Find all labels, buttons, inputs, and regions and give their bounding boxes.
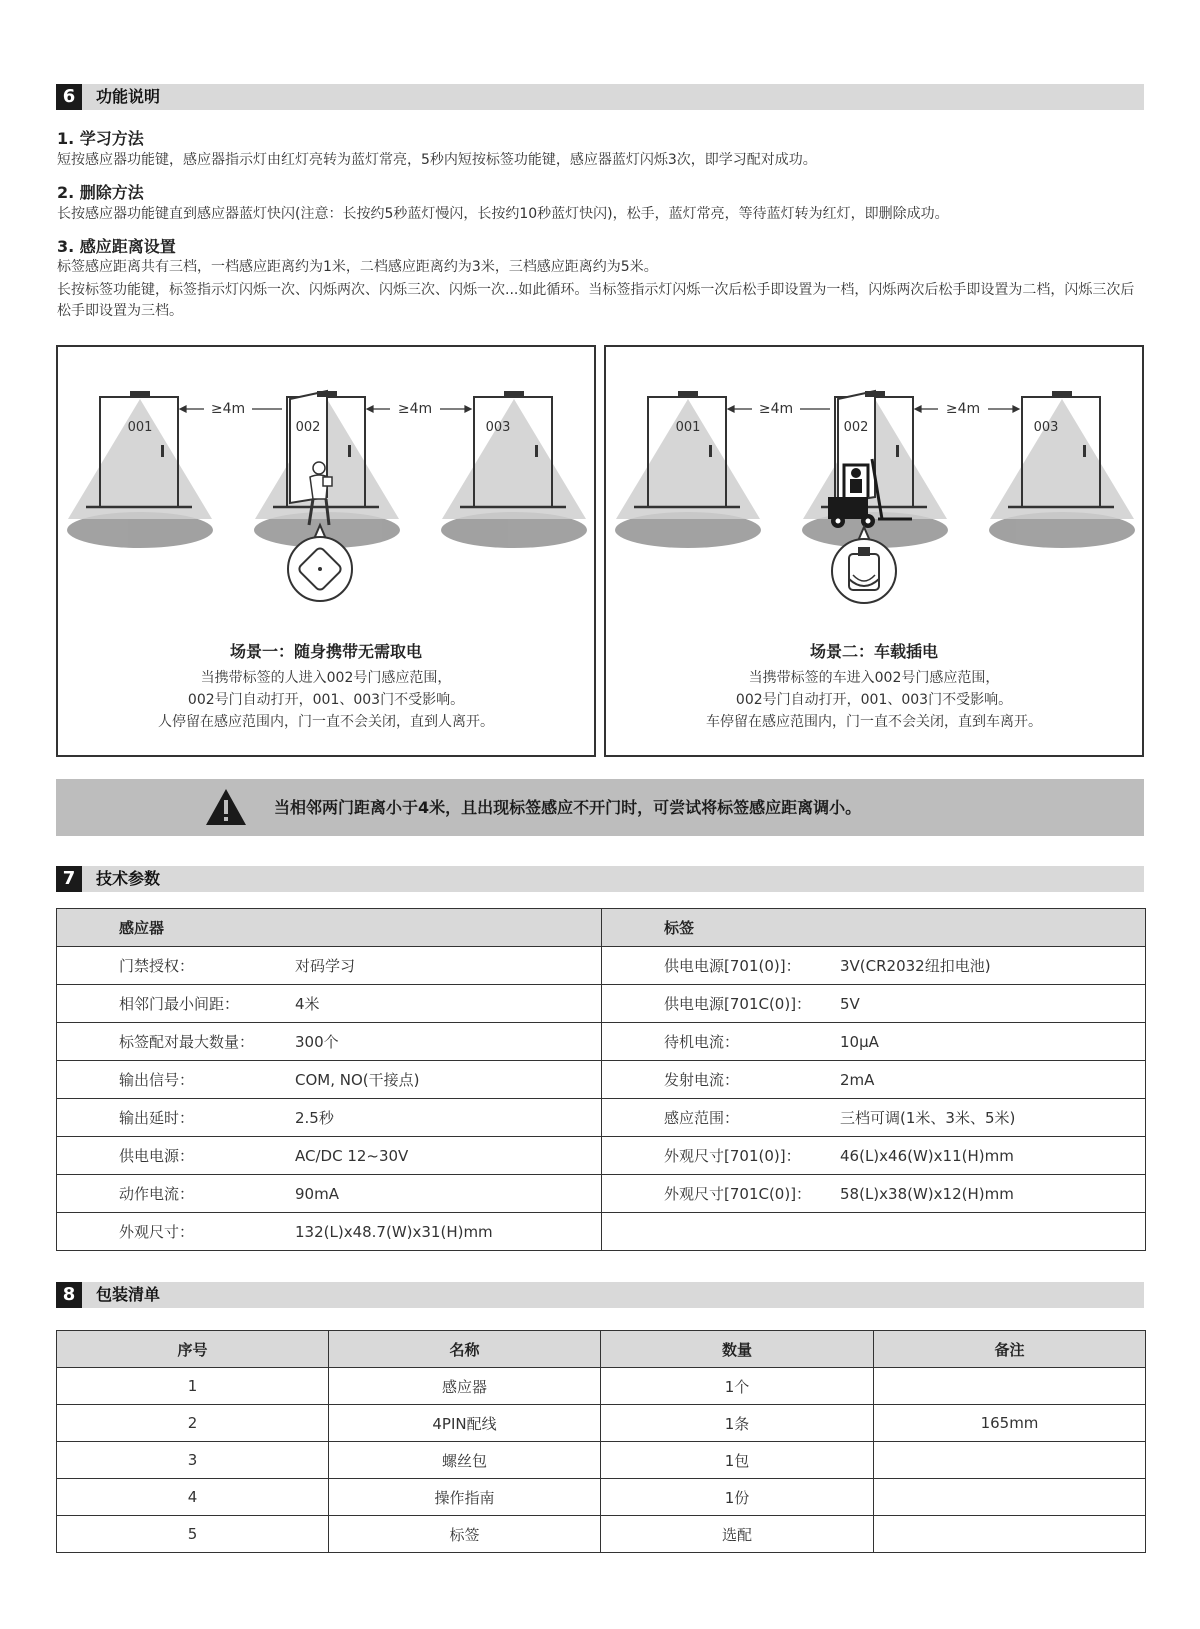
spec-row [57, 1175, 1146, 1213]
col-note-header: 备注 [874, 1331, 1146, 1368]
tag-spec-value: 3V(CR2032纽扣电池) [840, 957, 991, 975]
door-002-label: 002 [295, 420, 321, 435]
scene-2-illustration [606, 347, 1142, 637]
tag-spec-key: 外观尺寸[701(0)]： [664, 1147, 801, 1165]
packing-row [57, 1442, 1146, 1479]
tag-spec-key: 待机电流： [664, 1033, 740, 1051]
packing-row [57, 1405, 1146, 1442]
sensor-spec-key: 相邻门最小间距： [119, 995, 240, 1013]
spec-row [57, 985, 1146, 1023]
tag-spec-value: 58(L)x38(W)x12(H)mm [840, 1184, 1014, 1203]
spec-row [57, 947, 1146, 985]
sensor-spec-cell [57, 1099, 602, 1137]
tag-header: 标签 [602, 909, 1146, 947]
scene-2-line-3: 车停留在感应范围内，门一直不会关闭，直到车离开。 [706, 714, 1042, 730]
packing-no-cell: 4 [57, 1479, 329, 1516]
section-6-header [56, 84, 1144, 110]
sensor-spec-key: 输出信号： [119, 1071, 195, 1089]
tag-spec-key: 供电电源[701C(0)]： [664, 995, 812, 1013]
tag-spec-cell [602, 1023, 1146, 1061]
packing-no-cell: 3 [57, 1442, 329, 1479]
tag-spec-cell [602, 1099, 1146, 1137]
packing-name-cell: 标签 [329, 1516, 601, 1553]
tag-spec-key: 发射电流： [664, 1071, 740, 1089]
scene-1-line-2: 002号门自动打开，001、003门不受影响。 [187, 692, 465, 708]
gap-label: ≥4m [397, 401, 433, 417]
delete-method-title: 2. 删除方法 [57, 183, 144, 202]
sensor-spec-value: 300个 [295, 1033, 339, 1051]
packing-no-cell: 2 [57, 1405, 329, 1442]
scene-1-line-1: 当携带标签的人进入002号门感应范围， [200, 670, 452, 686]
sensor-spec-key: 门禁授权： [119, 957, 195, 975]
tag-spec-cell [602, 1137, 1146, 1175]
spec-row [57, 1023, 1146, 1061]
distance-setting-text-2: 长按标签功能键，标签指示灯闪烁一次、闪烁两次、闪烁三次、闪烁一次...如此循环。当标签指示灯闪烁一次后松手即设置为一档，闪烁两次后松手即设置为二档，闪烁三次后松手即设置为三档。 [57, 282, 1135, 319]
packing-qty-cell: 选配 [601, 1516, 874, 1553]
tag-spec-value: 46(L)x46(W)x11(H)mm [840, 1146, 1014, 1165]
scene-2-title: 场景二：车载插电 [809, 642, 938, 661]
scene-1-illustration [58, 347, 594, 637]
learn-method-text: 短按感应器功能键，感应器指示灯由红灯亮转为蓝灯常亮，5秒内短按标签功能键，感应器蓝灯闪烁3次，即学习配对成功。 [57, 152, 817, 168]
sensor-spec-key: 动作电流： [119, 1185, 195, 1203]
tag-spec-value: 5V [840, 994, 860, 1013]
sensor-header: 感应器 [57, 909, 602, 947]
packing-row [57, 1368, 1146, 1405]
sensor-spec-value: 132(L)x48.7(W)x31(H)mm [295, 1222, 493, 1241]
sensor-spec-key: 供电电源： [119, 1147, 195, 1165]
packing-no-cell: 5 [57, 1516, 329, 1553]
section-title: 包装清单 [96, 1285, 161, 1304]
col-qty-header: 数量 [601, 1331, 874, 1368]
packing-qty-cell: 1包 [601, 1442, 874, 1479]
gap-label: ≥4m [945, 401, 981, 417]
gap-label: ≥4m [210, 401, 246, 417]
warning-icon [204, 787, 248, 827]
packing-note-cell: 165mm [874, 1405, 1146, 1442]
gap-label: ≥4m [758, 401, 794, 417]
sensor-spec-cell [57, 985, 602, 1023]
door-001-label: 001 [127, 420, 153, 435]
packing-name-cell: 操作指南 [329, 1479, 601, 1516]
scene-2-panel [604, 345, 1144, 757]
sensor-spec-value: 4米 [295, 995, 320, 1013]
tag-spec-cell [602, 985, 1146, 1023]
sensor-spec-cell [57, 1213, 602, 1251]
spec-row [57, 1213, 1146, 1251]
sensor-spec-key: 标签配对最大数量： [119, 1033, 255, 1051]
section-title: 技术参数 [96, 869, 161, 888]
tag-spec-value: 2mA [840, 1070, 875, 1089]
door-003-label: 003 [1033, 420, 1059, 435]
scene-1-panel [56, 345, 596, 757]
section-number: 8 [56, 1282, 82, 1308]
packing-qty-cell: 1个 [601, 1368, 874, 1405]
sensor-spec-key: 输出延时： [119, 1109, 195, 1127]
door-003-label: 003 [485, 420, 511, 435]
spec-header-row [57, 909, 1146, 947]
packing-qty-cell: 1条 [601, 1405, 874, 1442]
sensor-spec-value: COM, NO(干接点) [295, 1071, 420, 1089]
sensor-spec-value: 90mA [295, 1184, 339, 1203]
section-7-header [56, 866, 1144, 892]
learn-method-title: 1. 学习方法 [57, 129, 144, 148]
packing-qty-cell: 1份 [601, 1479, 874, 1516]
tag-spec-key: 外观尺寸[701C(0)]： [664, 1185, 812, 1203]
section-8-header [56, 1282, 1144, 1308]
packing-table [56, 1330, 1146, 1553]
section-number: 6 [56, 84, 82, 110]
col-name-header: 名称 [329, 1331, 601, 1368]
scene-2-line-2: 002号门自动打开，001、003门不受影响。 [735, 692, 1013, 708]
tag-spec-key: 供电电源[701(0)]： [664, 957, 801, 975]
sensor-spec-value: 对码学习 [295, 957, 356, 975]
section-number: 7 [56, 866, 82, 892]
section-title: 功能说明 [96, 87, 161, 106]
sensor-spec-value: 2.5秒 [295, 1109, 334, 1127]
scene-2-line-1: 当携带标签的车进入002号门感应范围， [748, 670, 1000, 686]
door-001-label: 001 [675, 420, 701, 435]
distance-setting-title: 3. 感应距离设置 [57, 237, 176, 256]
warning-text: 当相邻两门距离小于4米，且出现标签感应不开门时，可尝试将标签感应距离调小。 [274, 798, 862, 817]
tag-spec-key: 感应范围： [664, 1109, 740, 1127]
packing-row [57, 1479, 1146, 1516]
tag-spec-cell [602, 1213, 1146, 1251]
sensor-spec-cell [57, 1061, 602, 1099]
packing-name-cell: 感应器 [329, 1368, 601, 1405]
sensor-spec-cell [57, 947, 602, 985]
distance-setting-text-1: 标签感应距离共有三档，一档感应距离约为1米，二档感应距离约为3米，三档感应距离约为5米。 [57, 259, 658, 275]
tag-spec-value: 10μA [840, 1032, 879, 1051]
delete-method-text: 长按感应器功能键直到感应器蓝灯快闪(注意：长按约5秒蓝灯慢闪，长按约10秒蓝灯快闪)，松手，蓝灯常亮，等待蓝灯转为红灯，即删除成功。 [57, 206, 949, 222]
col-no-header: 序号 [57, 1331, 329, 1368]
spec-table [56, 908, 1146, 1251]
tag-spec-cell [602, 947, 1146, 985]
packing-row [57, 1516, 1146, 1553]
sensor-spec-cell [57, 1023, 602, 1061]
packing-note-cell [874, 1442, 1146, 1479]
spec-row [57, 1061, 1146, 1099]
tag-spec-value: 三档可调(1米、3米、5米) [840, 1109, 1016, 1127]
packing-note-cell [874, 1368, 1146, 1405]
packing-name-cell: 4PIN配线 [329, 1405, 601, 1442]
spec-row [57, 1137, 1146, 1175]
tag-spec-cell [602, 1061, 1146, 1099]
sensor-spec-cell [57, 1175, 602, 1213]
sensor-spec-cell [57, 1137, 602, 1175]
warning-banner [56, 779, 1144, 836]
packing-no-cell: 1 [57, 1368, 329, 1405]
packing-header-row [57, 1331, 1146, 1368]
door-002-label: 002 [843, 420, 869, 435]
scene-1-title: 场景一：随身携带无需取电 [229, 642, 422, 661]
sensor-spec-value: AC/DC 12~30V [295, 1146, 409, 1165]
packing-note-cell [874, 1516, 1146, 1553]
sensor-spec-key: 外观尺寸： [119, 1223, 195, 1241]
spec-row [57, 1099, 1146, 1137]
scene-1-line-3: 人停留在感应范围内，门一直不会关闭，直到人离开。 [158, 714, 494, 730]
packing-name-cell: 螺丝包 [329, 1442, 601, 1479]
packing-note-cell [874, 1479, 1146, 1516]
tag-spec-cell [602, 1175, 1146, 1213]
